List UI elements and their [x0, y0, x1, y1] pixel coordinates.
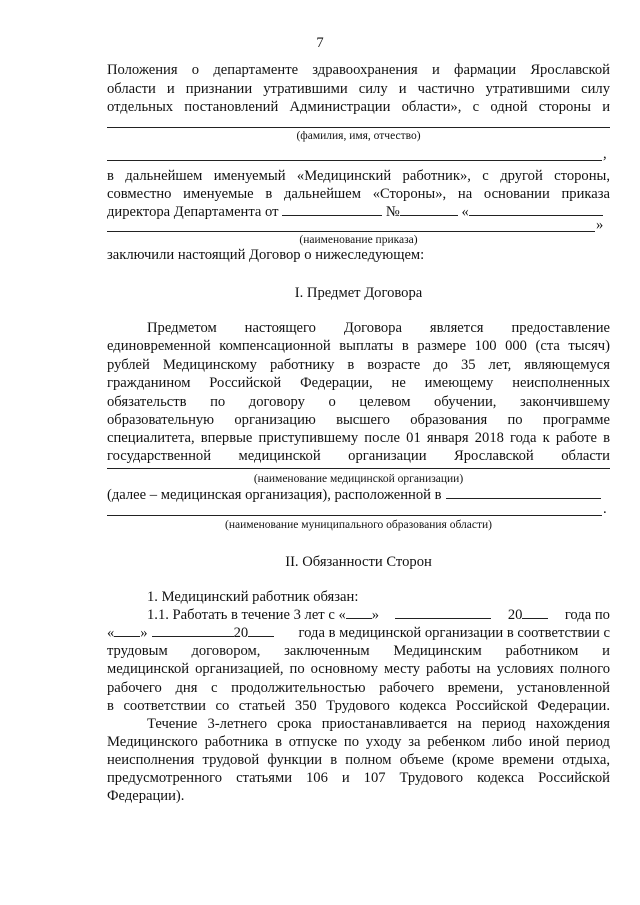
fio-blank-line-2 — [107, 160, 602, 161]
s2-line-4: медицинской организацией, по основному месту работы на условиях полного — [107, 661, 610, 677]
s2-p2-line-3: неисполнения трудовой функции в полном объеме (кроме времени отдыха, — [107, 752, 610, 768]
location-blank — [446, 487, 601, 499]
party-line-3 — [107, 204, 610, 221]
fio-blank-line — [107, 127, 610, 128]
order-date-blank — [282, 204, 382, 216]
number-sign: № — [385, 204, 400, 220]
s2-p2-line-2: Медицинского работника в отпуске по уходу за ребенком либо иной период — [107, 734, 610, 750]
s2-p2-line-5: Федерации). — [107, 788, 185, 804]
end-month-blank — [152, 625, 234, 637]
close-quote: » — [596, 217, 604, 233]
municipal-blank-line — [107, 515, 602, 516]
located-text: (далее – медицинская организация), расположенной в — [107, 487, 442, 503]
s2-line-5: рабочего дня с продолжительностью рабочего времени, установленной — [107, 680, 610, 696]
caption-order: (наименование приказа) — [299, 234, 418, 246]
s2-line-2 — [107, 625, 610, 642]
in-med-org-text: года в медицинской организации в соответствии с — [298, 625, 610, 641]
s1-line-7: специалитета, впервые приступившему после 01 января 2018 года к работе в — [107, 430, 610, 446]
work-text: 1.1. Работать в течение 3 лет с « » — [147, 607, 380, 623]
municipal-period: . — [603, 501, 607, 517]
start-year-blank — [522, 607, 548, 619]
s1-line-6: образовательную организацию высшего образования по программе — [107, 412, 610, 428]
s1-line-2: единовременной компенсационной выплаты в размере 100 000 (ста тысяч) — [107, 338, 610, 354]
section-2-title: II. Обязанности Сторон — [285, 554, 432, 570]
party-line-1: в дальнейшем именуемый «Медицинский работник», с другой стороны, — [107, 168, 610, 184]
located-line — [107, 487, 610, 504]
s1-line-3: рублей Медицинскому работнику в возрасте до 35 лет, являющемуся — [107, 357, 610, 373]
s2-para-1: 1. Медицинский работник обязан: — [147, 589, 359, 605]
end-day-blank — [114, 625, 140, 637]
start-day-blank — [346, 607, 372, 619]
order-name-blank — [469, 204, 603, 216]
s2-line-6: в соответствии со статьей 350 Трудового кодекса Российской Федерации. — [107, 698, 610, 714]
s2-line-3: трудовым договором, заключенным Медицинским работником и — [107, 643, 610, 659]
s1-line-1: Предметом настоящего Договора является предоставление — [147, 320, 610, 336]
intro-line-2: области и признании утратившими силу и частично утратившими силу — [107, 81, 610, 97]
caption-med-org: (наименование медицинской организации) — [253, 473, 464, 485]
end-date: « » 20 — [107, 625, 274, 642]
order-number-blank — [400, 204, 458, 216]
concluded-text: заключили настоящий Договор о нижеследующем: — [107, 247, 425, 263]
order-name-blank-line — [107, 231, 595, 232]
s2-p2-line-4: предусмотренного статьями 106 и 107 Трудового кодекса Российской — [107, 770, 610, 786]
start-year: 20 — [508, 607, 549, 624]
fio-comma: , — [603, 146, 607, 162]
end-year-blank — [248, 625, 274, 637]
open-quote: « — [461, 204, 469, 220]
s1-line-5: обязательств по договору о целевом обучении, закончившему — [107, 394, 610, 410]
start-month-blank — [395, 607, 491, 619]
med-org-blank-line — [107, 468, 610, 469]
s1-line-4: гражданином Российской Федерации, не имеющему неисполненных — [107, 375, 610, 391]
section-1-title: I. Предмет Договора — [294, 285, 423, 301]
until-text: года по — [564, 607, 610, 623]
intro-line-3: отдельных постановлений Администрации области», с одной стороны и — [107, 99, 610, 115]
intro-line-1: Положения о департаменте здравоохранения и фармации Ярославской — [107, 62, 610, 78]
party-line-2: совместно именуемые в дальнейшем «Стороны», на основании приказа — [107, 186, 610, 202]
page-number: 7 — [316, 35, 324, 51]
director-text: директора Департамента от — [107, 204, 279, 220]
s1-line-8: государственной медицинской организации Ярославской области — [107, 448, 610, 464]
s2-line-1 — [147, 607, 610, 624]
caption-municipal: (наименование муниципального образования области) — [225, 519, 492, 531]
caption-fio: (фамилия, имя, отчество) — [296, 130, 421, 142]
s2-p2-line-1: Течение 3-летнего срока приостанавливается на период нахождения — [147, 716, 610, 732]
